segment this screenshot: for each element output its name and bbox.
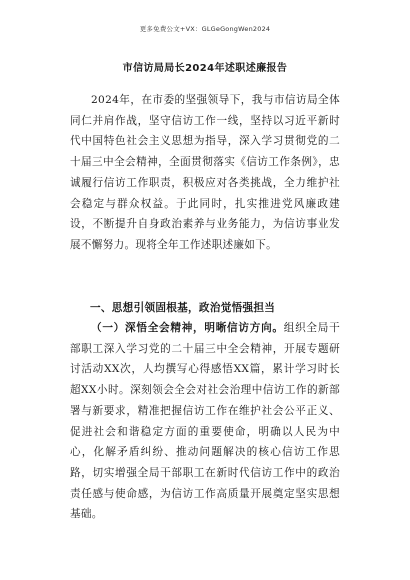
section-heading-1: 一、思想引领固根基，政治觉悟强担当	[90, 302, 276, 314]
subsection-paragraph-1	[70, 318, 340, 525]
intro-paragraph: 2024年，在市委的坚强领导下，我与市信访局全体同仁并肩作战，坚守信访工作一线，坚持以习近平新时代中国特色社会主义思想为指导，深入学习贯彻党的二十届三中全会精神，全面贯彻落实《信访工作条例》，忠诚履行信访工作职责，积极应对各类挑战，全力维护社会稳定与群众权益。于此同时，扎实推进党风廉政建设，不断提升自身政治素养与业务能力，为信访事业发展不懈努力。现将全年工作述职述廉如下。	[70, 94, 340, 251]
watermark-text: 更多免费公文+VX：GLGeGongWen2024	[139, 25, 271, 33]
document-title: 市信访局局长2024年述职述廉报告	[122, 63, 288, 74]
subsection-text: 组织全局干部职工深入学习党的二十届三中全会精神，开展专题研讨活动XX次，人均撰写心得感悟XX篇，累计学习时长超XX小时。深刻领会全会对社会治理中信访工作的新部署与新要求，精准把握信访工作在维护社会公平正义、促进社会和谐稳定方面的重要使命，明确以人民为中心，化解矛盾纠纷、推动问题解决的核心信访工作思路，切实增强全局干部职工在新时代信访工作中的政治责任感与使命感，为信访工作高质量开展奠定坚实思想基础。	[70, 322, 340, 521]
subsection-lead: （一）深悟全会精神，明晰信访方向。	[91, 322, 284, 334]
